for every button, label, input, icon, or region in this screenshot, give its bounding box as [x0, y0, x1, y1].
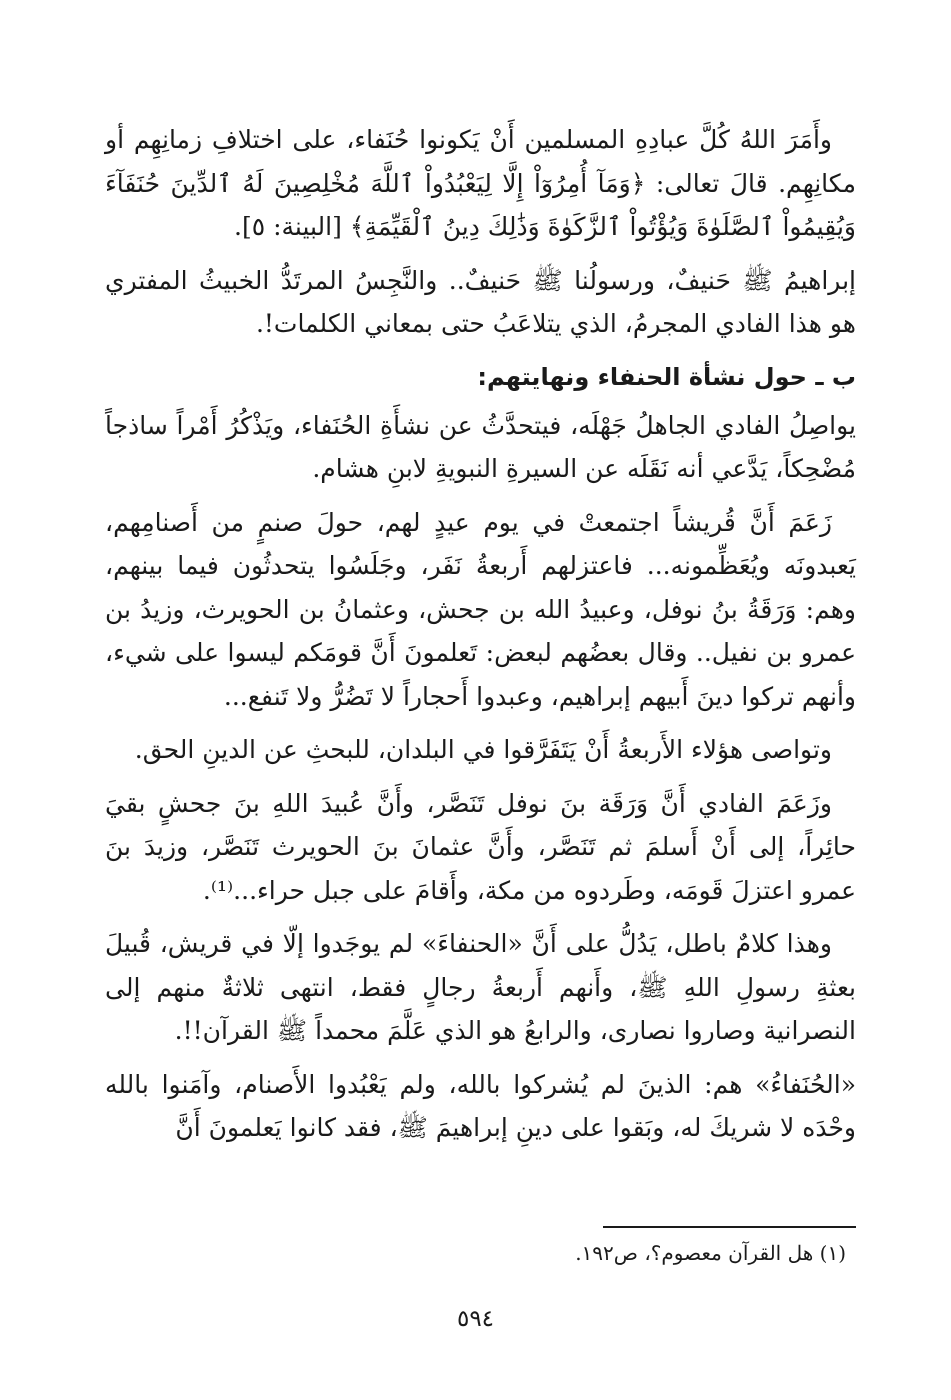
- paragraph-ibrahim-hanif: إبراهيمُ ﷺ حَنيفٌ، ورسولُنا ﷺ حَنيفٌ.. والنَّجِسُ المرتَدُّ الخبيثُ المفتري هو هذا الفادي المجرمُ، الذي يتلاعَبُ حتى بمعاني الكلمات!.: [105, 265, 856, 338]
- footnote: (١) هل القرآن معصوم؟، ص١٩٢.: [575, 1241, 846, 1265]
- paragraph-hunafa-command: وأَمَرَ اللهُ كُلَّ عبادِهِ المسلمين أَنْ يَكونوا حُنَفاء، على اختلافِ زمانِهِم أو مكانِهِم. قالَ تعالى: ﴿وَمَآ أُمِرُوٓاْ إِلَّا لِيَعْبُدُواْ ٱللَّهَ مُخْلِصِينَ لَهُ ٱلدِّينَ حُنَفَآءَ وَيُقِيمُواْ ٱلصَّلَوٰةَ وَيُؤْتُواْ ٱلزَّكَوٰةَ وَذَٰلِكَ دِينُ ٱلْقَيِّمَةِ﴾ [البينة: ٥].: [105, 125, 856, 241]
- section-heading: ب ـ حول نشأة الحنفاء ونهايتهم:: [477, 362, 856, 391]
- paragraph-fadi-ignorance: يواصِلُ الفادي الجاهلُ جَهْلَه، فيتحدَّثُ عن نشأَةِ الحُنَفاء، ويَذْكُرُ أَمْراً ساذجاً مُضْحِكاً، يَدَّعي أنه نَقَلَه عن السيرةِ النبويةِ لابنِ هشام.: [105, 410, 856, 483]
- paragraph-four-dispersed: وتواصى هؤلاء الأَربعةُ أَنْ يَتَفَرَّقوا في البلدان، للبحثِ عن الدينِ الحق.: [134, 735, 832, 764]
- footnote-divider: [603, 1226, 856, 1228]
- paragraph-quraysh-claim: زَعَمَ أَنَّ قُريشاً اجتمعتْ في يوم عيدٍ لهم، حولَ صنمٍ من أَصنامِهم، يَعبدونَه ويُعَظِّمونه... فاعتزلهم أَربعةُ نَفَر، وجَلَسُوا يتحدثُون فيما بينهم، وهم: وَرَقَةُ بنُ نوفل، وعبيدُ الله بن جحش، وعثمانُ بن الحويرث، وزيدُ بن عمرو بن نفيل.. وقال بعضُهم لبعض: تَعلمونَ أَنَّ قومَكم ليسوا على شيء، وأنهم تركوا دينَ أَبيهم إبراهيم، وعبدوا أَحجاراً لا تَضُرُّ ولا تَنفع...: [105, 507, 856, 711]
- paragraph-refutation: وهذا كلامٌ باطل، يَدُلُّ على أَنَّ «الحنفاءَ» لم يوجَدوا إلّا في قريش، قُبيلَ بعثةِ رسولِ اللهِ ﷺ، وأَنهم أَربعةُ رجالٍ فقط، انتهى ثلاثةٌ منهم إلى النصرانية وصاروا نصارى، والرابعُ هو الذي عَلَّمَ محمداً ﷺ القرآن!!.: [105, 929, 856, 1045]
- paragraph-hunafa-definition: «الحُنَفاءُ» هم: الذينَ لم يُشركوا بالله، ولم يَعْبُدوا الأَصنام، وآمَنوا بالله وحْدَه لا شريكَ له، وبَقوا على دينِ إبراهيمَ ﷺ، فقد كانوا يَعلمونَ أَنَّ: [105, 1069, 856, 1142]
- paragraph-fadi-claims: وزَعَمَ الفادي أَنَّ وَرَقَة بنَ نوفل تَنَصَّر، وأَنَّ عُبيدَ اللهِ بنَ جحشٍ بقيَ حائِراً، إلى أَنْ أَسلمَ ثم تَنَصَّر، وأَنَّ عثمانَ بنَ الحويرث تَنَصَّر، وزيدَ بنَ عمرو اعتزلَ قَومَه، وطَردوه من مكة، وأَقامَ على جبل حراء...⁽¹⁾.: [105, 788, 856, 905]
- page-number: ٥٩٤: [456, 1306, 495, 1332]
